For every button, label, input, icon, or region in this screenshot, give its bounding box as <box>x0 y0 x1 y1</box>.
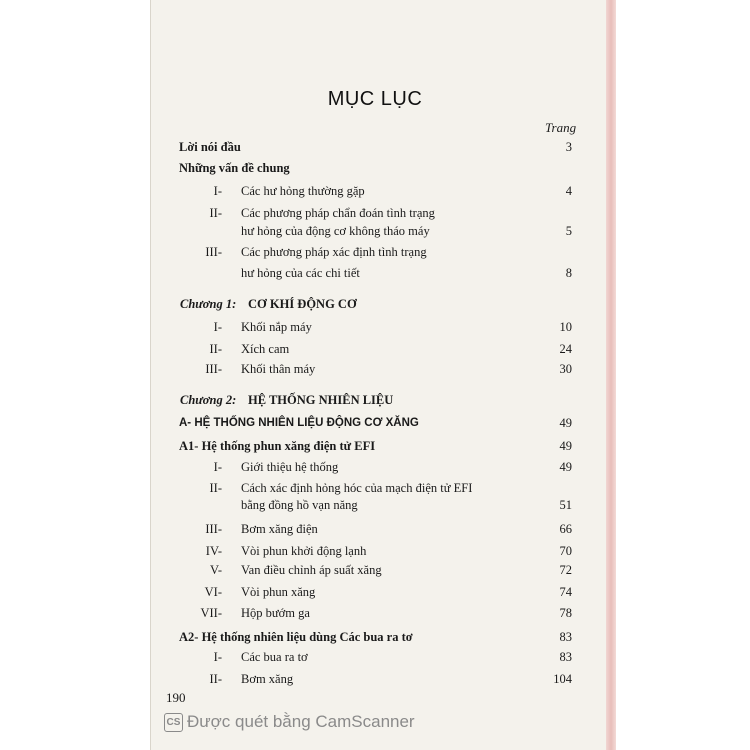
toc-entry-text: bằng đồng hồ vạn năng <box>241 498 358 512</box>
toc-entry <box>0 542 750 560</box>
toc-entry-text: Bơm xăng <box>241 672 294 686</box>
page-number: 190 <box>166 690 186 705</box>
toc-entry <box>0 628 750 646</box>
toc-entry-text: Cách xác định hỏng hóc của mạch điện tử EFI <box>241 481 473 495</box>
camscanner-logo: CS <box>164 713 183 732</box>
toc-entry-text: Các hư hỏng thường gặp <box>241 184 365 198</box>
chapter-label: Chương 2: <box>180 393 237 407</box>
toc-entry-text: Các bua ra tơ <box>241 650 308 664</box>
toc-entry-page: 83 <box>559 650 572 664</box>
toc-entry-page: 49 <box>559 439 572 453</box>
toc-entry-text: Vòi phun xăng <box>241 585 316 599</box>
toc-entry-number: II- <box>209 672 222 686</box>
toc-entry <box>0 182 750 200</box>
toc-entry <box>0 243 750 261</box>
toc-entry-text: Vòi phun khởi động lạnh <box>241 544 367 558</box>
toc-entry-number: I- <box>213 460 222 474</box>
toc-entry-number: II- <box>209 342 222 356</box>
toc-entry-text: A1- Hệ thống phun xăng điện tử EFI <box>179 439 376 453</box>
toc-entry-number: II- <box>209 481 222 495</box>
toc-entry-number: II- <box>209 206 222 220</box>
toc-entry-page: 51 <box>559 498 572 512</box>
toc-entry-text: Giới thiệu hệ thống <box>241 460 339 474</box>
toc-entry-text: Các phương pháp xác định tình trạng <box>241 245 427 259</box>
page-column-header: Trang <box>545 120 577 135</box>
watermark-text: Được quét bằng CamScanner <box>187 712 415 731</box>
toc-entry-text: Hộp bướm ga <box>241 606 310 620</box>
toc-entry <box>0 159 750 177</box>
toc-entry-text: hư hỏng của động cơ không tháo máy <box>241 224 430 238</box>
toc-entry <box>0 520 750 538</box>
toc-entry <box>0 360 750 378</box>
toc-entry-text: Bơm xăng điện <box>241 522 318 536</box>
toc-entry-page: 83 <box>559 630 572 644</box>
toc-entry-number: V- <box>209 563 222 577</box>
toc-entry-page: 78 <box>559 606 572 620</box>
toc-entry <box>0 496 750 514</box>
chapter-label: Chương 1: <box>180 297 237 311</box>
toc-entry-page: 104 <box>553 672 572 686</box>
toc-entry-number: IV- <box>205 544 222 558</box>
toc-entry-text: Lời nói đầu <box>179 140 241 154</box>
toc-entry <box>0 340 750 358</box>
toc-entry-page: 74 <box>559 585 572 599</box>
toc-entry <box>0 648 750 666</box>
toc-entry <box>0 670 750 688</box>
toc-entry-text: Các phương pháp chẩn đoán tình trạng <box>241 206 435 220</box>
toc-entry-page: 49 <box>559 416 572 430</box>
toc-entry <box>0 264 750 282</box>
toc-entry-number: VI- <box>204 585 222 599</box>
toc-entry <box>0 204 750 222</box>
toc-entry-number: I- <box>213 320 222 334</box>
toc-entry-page: 49 <box>559 460 572 474</box>
toc-entry <box>0 318 750 336</box>
toc-entry-number: I- <box>213 184 222 198</box>
toc-entry-page: 5 <box>565 224 572 238</box>
toc-entry <box>0 479 750 497</box>
toc-entry-text: A2- Hệ thống nhiên liệu dùng Các bua ra tơ <box>179 630 413 644</box>
toc-entry-number: I- <box>213 650 222 664</box>
toc-entry-page: 3 <box>565 140 572 154</box>
toc-entry <box>0 437 750 455</box>
toc-entry <box>0 138 750 156</box>
toc-entry <box>0 458 750 476</box>
toc-entry-text: Van điều chỉnh áp suất xăng <box>241 563 382 577</box>
toc-entry-text: Khối thân máy <box>241 362 316 376</box>
toc-entry <box>0 222 750 240</box>
toc-entry <box>0 414 750 432</box>
toc-entry-page: 8 <box>565 266 572 280</box>
toc-entry-text: Xích cam <box>241 342 290 356</box>
toc-entry <box>0 295 750 313</box>
toc-entry-text: A- HỆ THỐNG NHIÊN LIỆU ĐỘNG CƠ XĂNG <box>179 417 419 429</box>
toc-entry-number: III- <box>205 522 222 536</box>
toc-entry-page: 30 <box>559 362 572 376</box>
toc-entry-page: 4 <box>565 184 572 198</box>
page-title: MỤC LỤC <box>327 88 423 110</box>
toc-entry-text: Những vấn đề chung <box>179 161 290 175</box>
toc-entry-text: hư hỏng của các chi tiết <box>241 266 360 280</box>
camscanner-watermark <box>164 712 415 732</box>
toc-entry <box>0 604 750 622</box>
toc-entry <box>0 561 750 579</box>
toc-entry-page: 72 <box>559 563 572 577</box>
toc-entry-number: III- <box>205 362 222 376</box>
toc-entry-text: Khối nắp máy <box>241 320 312 334</box>
toc-entry-text: HỆ THỐNG NHIÊN LIỆU <box>248 393 394 407</box>
toc-entry-page: 10 <box>559 320 572 334</box>
toc-entry <box>0 583 750 601</box>
toc-entry-number: III- <box>205 245 222 259</box>
toc-entry-page: 24 <box>559 342 572 356</box>
toc-entry-page: 70 <box>559 544 572 558</box>
toc-entry <box>0 391 750 409</box>
toc-entry-number: VII- <box>200 606 222 620</box>
toc-entry-page: 66 <box>559 522 572 536</box>
toc-entry-text: CƠ KHÍ ĐỘNG CƠ <box>248 297 357 311</box>
